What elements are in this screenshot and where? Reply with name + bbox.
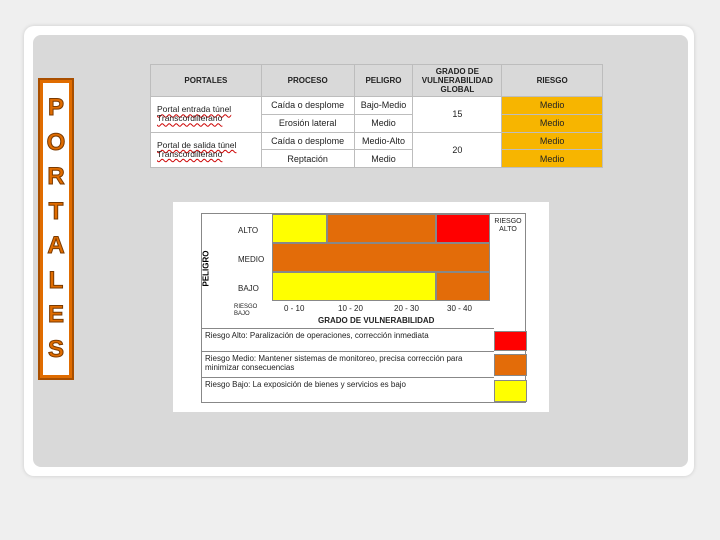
header-riesgo: RIESGO (502, 65, 603, 97)
table-cell-riesgo: Medio (502, 150, 603, 168)
header-portales: PORTALES (151, 65, 262, 97)
matrix-cell-orange (272, 243, 490, 272)
risk-matrix (201, 213, 526, 403)
title-letter: R (47, 163, 65, 191)
row-label-medio: MEDIO (238, 255, 265, 264)
matrix-cell-orange (327, 214, 436, 243)
axis-label-peligro: PELIGRO (201, 250, 211, 287)
matrix-cell-orange (436, 272, 490, 301)
row-label-bajo: BAJO (238, 284, 259, 293)
header-proceso: PROCESO (261, 65, 354, 97)
table-cell-grado: 20 (413, 132, 502, 168)
col-label: 30 - 40 (447, 304, 472, 313)
title-letter: O (46, 128, 66, 156)
table-cell-proceso: Caída o desplome (261, 132, 354, 150)
table-cell-riesgo: Medio (502, 97, 603, 115)
axis-label-grado: GRADO DE VULNERABILIDAD (318, 316, 435, 325)
col-label: 20 - 30 (394, 304, 419, 313)
title-letter: L (48, 266, 64, 294)
matrix-cell-yellow (272, 272, 436, 301)
table-cell-riesgo: Medio (502, 132, 603, 150)
col-label: 10 - 20 (338, 304, 363, 313)
table-cell-peligro: Medio-Alto (354, 132, 413, 150)
legend-swatch-yellow (494, 380, 527, 402)
legend-swatch-red (494, 331, 527, 351)
legend-alto: Riesgo Alto: Paralización de operaciones, corrección inmediata (202, 328, 494, 351)
header-peligro: PELIGRO (354, 65, 413, 97)
table-cell-peligro: Bajo-Medio (354, 97, 413, 115)
table-cell-grado: 15 (413, 97, 502, 133)
vertical-title-box (38, 78, 74, 380)
legend-medio: Riesgo Medio: Mantener sistemas de monitoreo, precisa corrección para minimizar consecuencias (202, 351, 494, 377)
header-grado: GRADO DE VULNERABILIDAD GLOBAL (413, 65, 502, 97)
matrix-cell-yellow (272, 214, 327, 243)
title-letter: A (47, 232, 65, 260)
matrix-cell-red (436, 214, 490, 243)
legend-bajo: Riesgo Bajo: La exposición de bienes y servicios es bajo (202, 377, 494, 402)
col-label: 0 - 10 (284, 304, 305, 313)
title-letter: T (48, 197, 64, 225)
table-cell-riesgo: Medio (502, 114, 603, 132)
risk-table-image (150, 64, 603, 168)
legend-swatch-orange (494, 354, 527, 376)
table-cell-proceso: Caída o desplome (261, 97, 354, 115)
table-cell-proceso: Reptación (261, 150, 354, 168)
title-letter: E (47, 301, 64, 329)
table-cell-portal: Portal entrada túnel Transcordillerano (151, 97, 262, 133)
table-cell-peligro: Medio (354, 114, 413, 132)
riesgo-alto-label: RIESGO ALTO (494, 218, 522, 233)
row-label-alto: ALTO (238, 226, 259, 235)
title-letter: P (47, 94, 64, 122)
risk-table (150, 64, 603, 168)
table-cell-portal: Portal de salida túnel Transcordillerano (151, 132, 262, 168)
risk-matrix-image (173, 202, 549, 412)
table-cell-proceso: Erosión lateral (261, 114, 354, 132)
title-letter: S (47, 335, 64, 363)
corner-label: RIESGO BAJO (234, 304, 258, 317)
table-cell-peligro: Medio (354, 150, 413, 168)
